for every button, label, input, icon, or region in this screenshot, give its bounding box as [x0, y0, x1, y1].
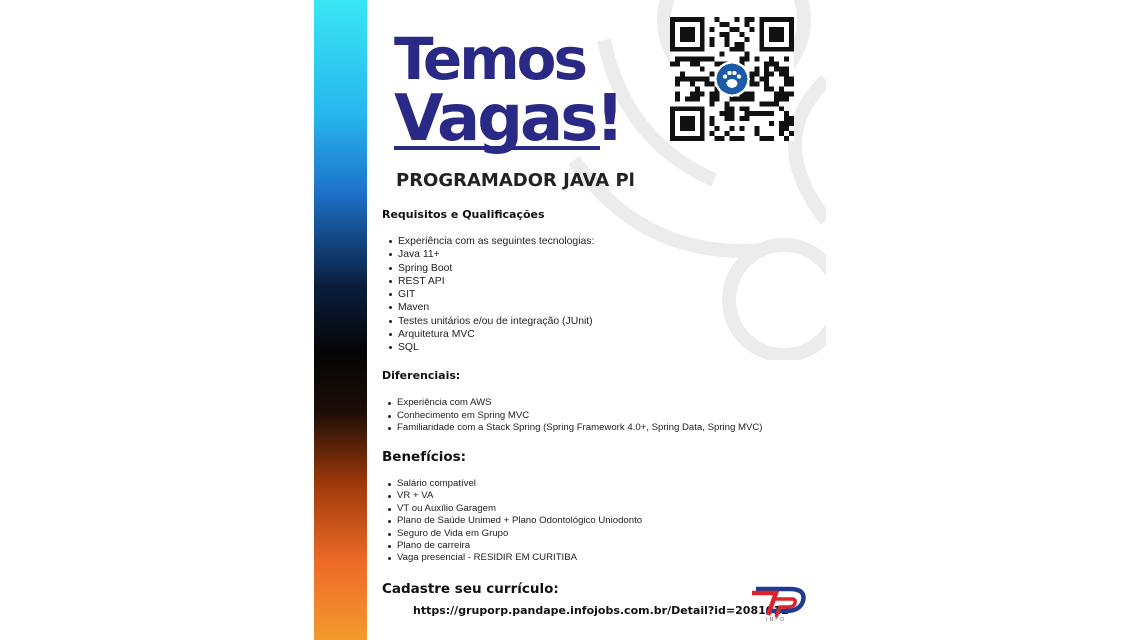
list-item: Plano de carreira — [397, 540, 642, 552]
headline-line-1: Temos — [394, 25, 586, 93]
paw-icon — [714, 61, 750, 97]
list-item: Experiência com as seguintes tecnologias: — [398, 236, 595, 247]
list-item: REST API — [398, 275, 594, 288]
list-item: Java 11+ — [398, 248, 594, 261]
list-item: Plano de Saúde Unimed + Plano Odontológico Uniodonto — [397, 515, 643, 527]
list-item: GIT — [398, 288, 594, 301]
register-title: Cadastre seu currículo: — [382, 581, 559, 597]
list-item: Maven — [398, 301, 594, 314]
requirements-title: Requisitos e Qualificações — [382, 208, 545, 221]
company-logo — [746, 583, 810, 623]
headline — [394, 25, 622, 156]
job-title: PROGRAMADOR JAVA Pl — [396, 170, 635, 191]
requirements-list — [398, 235, 594, 355]
list-item: Vaga presencial - RESIDIR EM CURITIBA — [397, 552, 642, 564]
job-poster — [314, 0, 826, 640]
differentials-list — [397, 397, 763, 435]
qr-code[interactable] — [670, 17, 794, 141]
list-item: SQL — [398, 341, 594, 354]
headline-line-2: Vagas! — [394, 82, 622, 156]
list-item: Spring Boot — [398, 262, 594, 275]
benefits-title: Benefícios: — [382, 449, 467, 465]
list-item: Experiência com AWS — [397, 397, 763, 410]
list-item: Arquitetura MVC — [398, 328, 594, 341]
list-item: Familiaridade com a Stack Spring (Spring Framework 4.0+, Spring Data, Spring MVC) — [397, 422, 763, 433]
list-item: VR + VA — [397, 490, 642, 502]
differentials-title: Diferenciais: — [382, 369, 461, 382]
logo-text: INFO — [766, 617, 787, 623]
register-link[interactable]: https://gruporp.pandape.infojobs.com.br/Detail?id=2081012 — [413, 604, 789, 617]
list-item: Salário compatível — [397, 478, 642, 490]
gradient-side-bar — [314, 0, 367, 640]
list-item: Seguro de Vida em Grupo — [397, 528, 642, 540]
benefits-list — [397, 478, 642, 565]
list-item: VT ou Auxílio Garagem — [397, 503, 642, 515]
list-item: Conhecimento em Spring MVC — [397, 410, 763, 423]
list-item: Testes unitários e/ou de integração (JUnit) — [398, 315, 593, 327]
